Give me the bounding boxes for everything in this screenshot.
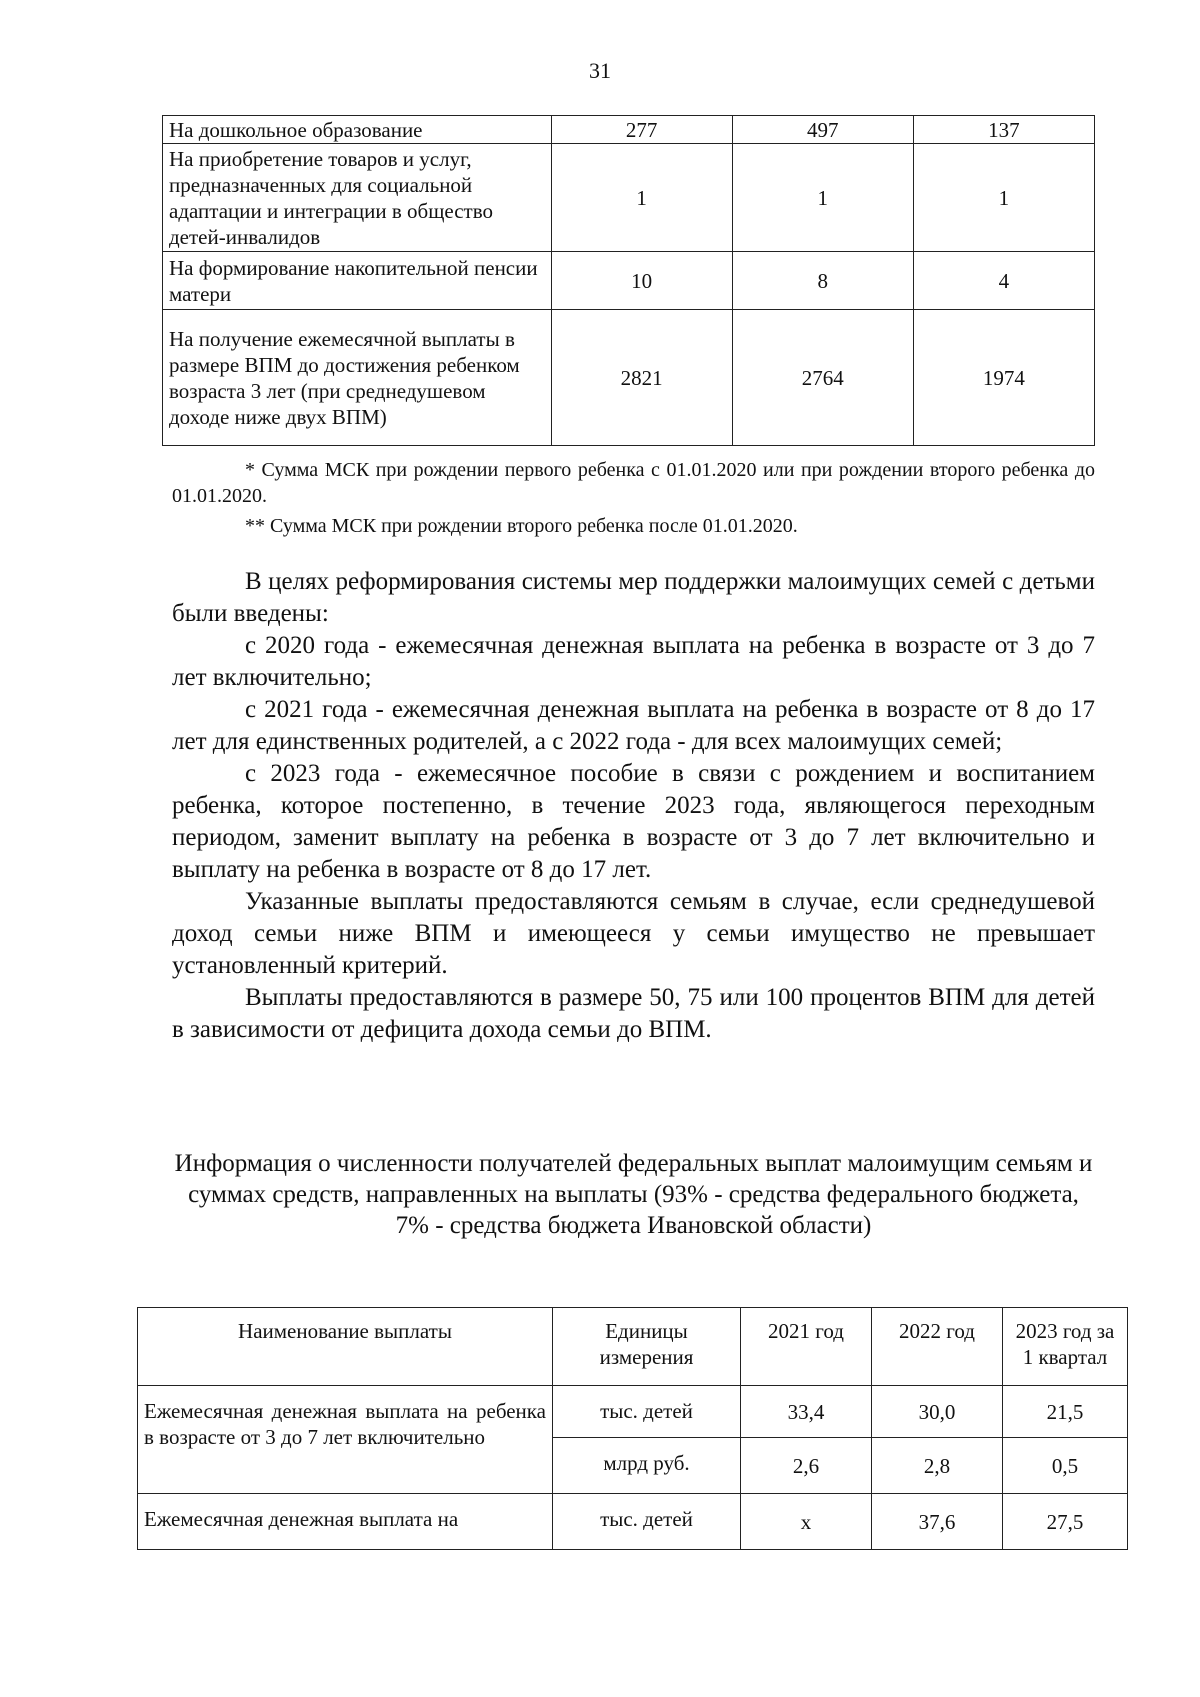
- value-cell: 1: [551, 144, 732, 252]
- paragraph: с 2023 года - ежемесячное пособие в связи с рождением и воспитанием ребенка, которое постепенно, в течение 2023 года, являющегося переходным периодом, заменит выплату на ребенка в возрасте от 3 до 7 лет включительно и выплату на ребенка в возрасте от 8 до 17 лет.: [172, 760, 1095, 883]
- value-cell: 2,6: [741, 1438, 872, 1494]
- table-row: [163, 116, 1095, 144]
- table-row: [138, 1386, 1128, 1438]
- federal-payments-table: [137, 1307, 1128, 1550]
- value-cell: 21,5: [1003, 1386, 1128, 1438]
- paragraph: Выплаты предоставляются в размере 50, 75 или 100 процентов ВПМ для детей в зависимости от дефицита дохода семьи до ВПМ.: [172, 984, 1095, 1043]
- table-row: [163, 144, 1095, 252]
- header-2023: 2023 год за 1 квартал: [1003, 1308, 1128, 1386]
- header-unit: Единицы измерения: [553, 1308, 741, 1386]
- value-cell: 10: [551, 252, 732, 310]
- value-cell: 8: [732, 252, 913, 310]
- value-cell: 2764: [732, 310, 913, 446]
- payment-name: Ежемесячная денежная выплата на: [138, 1494, 553, 1550]
- page-number: 31: [589, 58, 611, 83]
- value-cell: 27,5: [1003, 1494, 1128, 1550]
- header-name: Наименование выплаты: [138, 1308, 553, 1386]
- unit-cell: тыс. детей: [553, 1494, 741, 1550]
- table-heading: Информация о численности получателей федеральных выплат малоимущим семьям и суммах средств, направленных на выплаты (93% - средства федерального бюджета, 7% - средства бюджета Ивановской области): [174, 1150, 1093, 1239]
- paragraph: с 2020 года - ежемесячная денежная выплата на ребенка в возрасте от 3 до 7 лет включительно;: [172, 632, 1095, 691]
- value-cell: 33,4: [741, 1386, 872, 1438]
- unit-cell: млрд руб.: [553, 1438, 741, 1494]
- footnote-2: ** Сумма МСК при рождении второго ребенка после 01.01.2020.: [245, 515, 798, 537]
- value-cell: 37,6: [872, 1494, 1003, 1550]
- value-cell: 137: [913, 116, 1094, 144]
- row-label: На приобретение товаров и услуг, предназначенных для социальной адаптации и интеграции в общество детей-инвалидов: [163, 144, 552, 252]
- unit-cell: тыс. детей: [553, 1386, 741, 1438]
- header-2021: 2021 год: [741, 1308, 872, 1386]
- value-cell: 1: [732, 144, 913, 252]
- value-cell: 1974: [913, 310, 1094, 446]
- value-cell: 497: [732, 116, 913, 144]
- value-cell: 2821: [551, 310, 732, 446]
- footnote-1: * Сумма МСК при рождении первого ребенка с 01.01.2020 или при рождении второго ребенка до 01.01.2020.: [172, 459, 1095, 507]
- table-row: [138, 1494, 1128, 1550]
- payment-name: Ежемесячная денежная выплата на ребенка в возрасте от 3 до 7 лет включительно: [138, 1386, 553, 1494]
- msk-usage-table: [162, 115, 1095, 446]
- value-cell: 277: [551, 116, 732, 144]
- body-text: [172, 566, 1095, 1046]
- value-cell: 30,0: [872, 1386, 1003, 1438]
- paragraph: В целях реформирования системы мер поддержки малоимущих семей с детьми были введены:: [172, 568, 1095, 627]
- table-row: [163, 310, 1095, 446]
- value-cell: х: [741, 1494, 872, 1550]
- row-label: На формирование накопительной пенсии матери: [163, 252, 552, 310]
- paragraph: с 2021 года - ежемесячная денежная выплата на ребенка в возрасте от 8 до 17 лет для единственных родителей, а с 2022 года - для всех малоимущих семей;: [172, 696, 1095, 755]
- table-header-row: [138, 1308, 1128, 1386]
- table-row: [163, 252, 1095, 310]
- row-label: На получение ежемесячной выплаты в размере ВПМ до достижения ребенком возраста 3 лет (при среднедушевом доходе ниже двух ВПМ): [163, 310, 552, 446]
- row-label: На дошкольное образование: [163, 116, 552, 144]
- paragraph: Указанные выплаты предоставляются семьям в случае, если среднедушевой доход семьи ниже ВПМ и имеющееся у семьи имущество не превышает установленный критерий.: [172, 888, 1095, 979]
- value-cell: 0,5: [1003, 1438, 1128, 1494]
- value-cell: 1: [913, 144, 1094, 252]
- value-cell: 4: [913, 252, 1094, 310]
- header-2022: 2022 год: [872, 1308, 1003, 1386]
- value-cell: 2,8: [872, 1438, 1003, 1494]
